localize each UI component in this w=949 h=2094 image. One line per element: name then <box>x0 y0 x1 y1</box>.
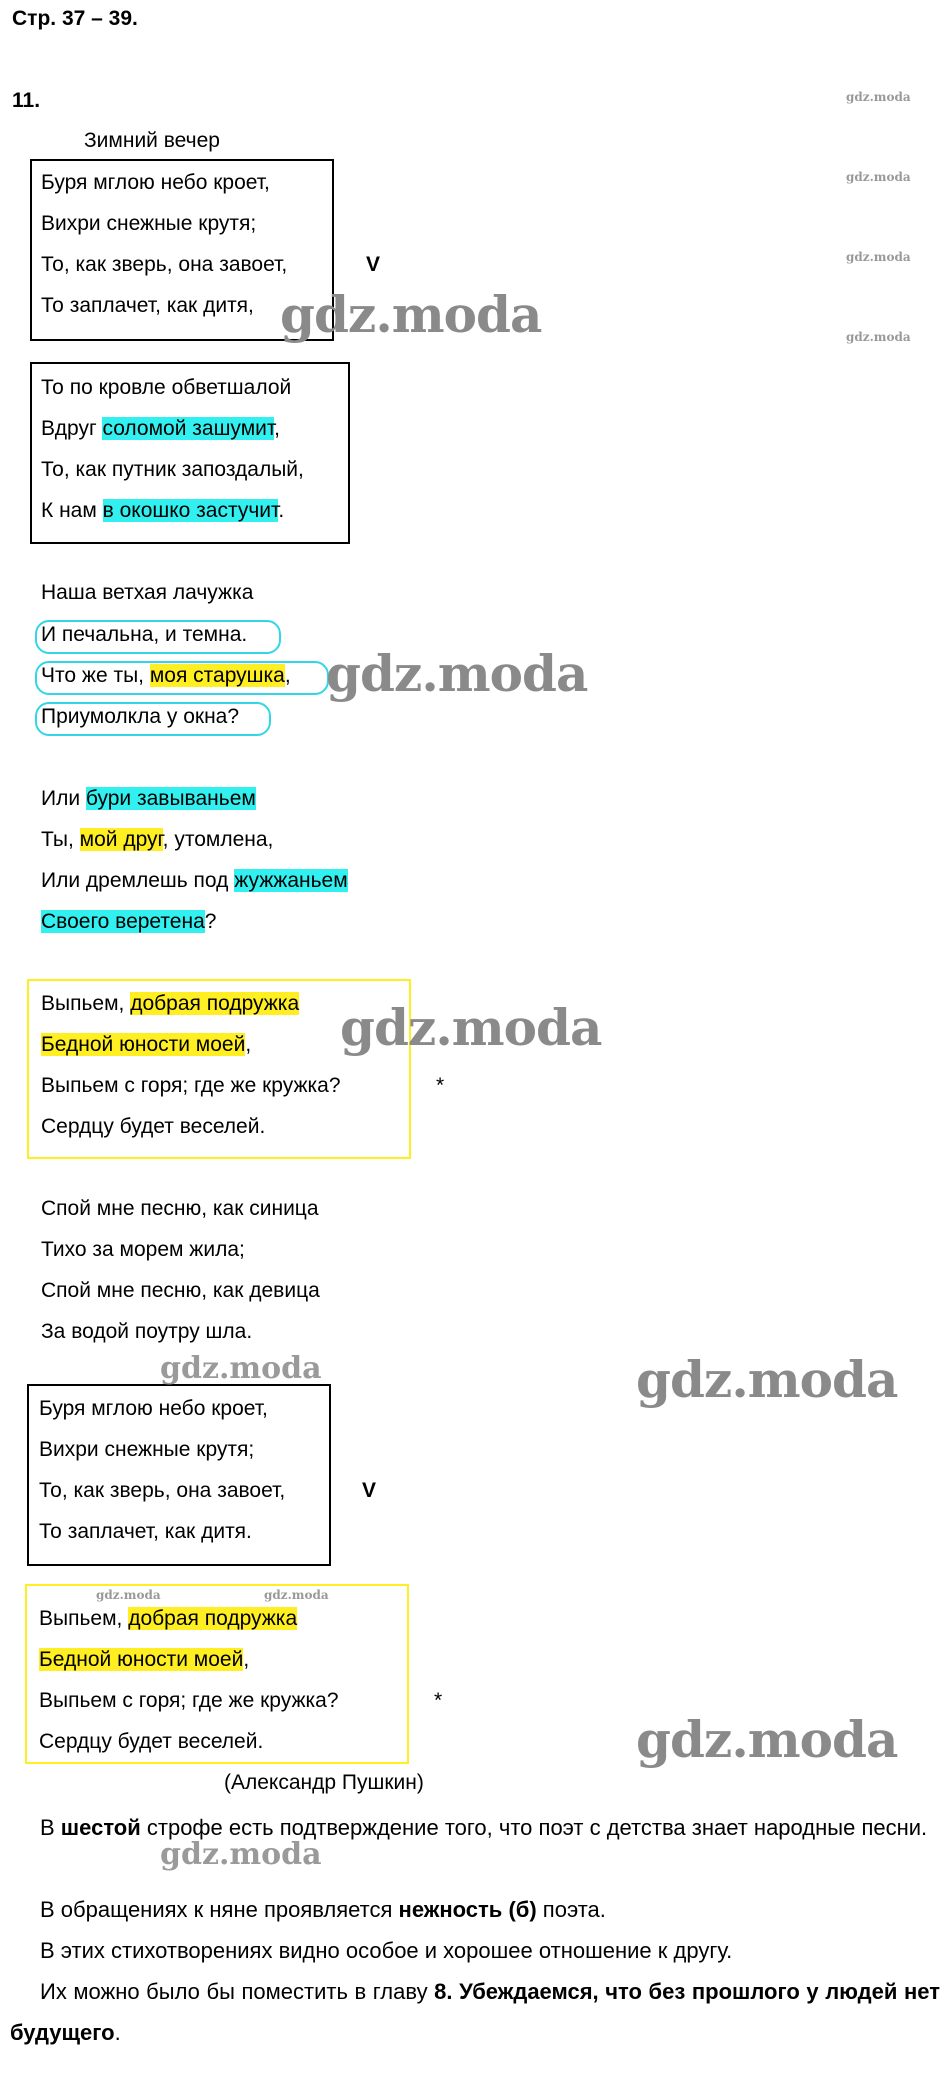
stanza1-line3: То, как зверь, она завоет, <box>41 253 288 276</box>
stanza1-line1: Буря мглою небо кроет, <box>41 171 270 194</box>
poem-author: (Александр Пушкин) <box>224 1771 424 1794</box>
asterisk-mark: * <box>434 1689 443 1712</box>
highlight-cyan: соломой зашумит <box>102 417 275 440</box>
highlight-cyan: в окошко застучит <box>102 499 279 522</box>
highlight-yellow: мой друг <box>79 828 163 851</box>
stanza6-line4: За водой поутру шла. <box>41 1320 253 1343</box>
stanza3-line3: Что же ты, моя старушка, <box>41 664 291 687</box>
stanza5-line4: Сердцу будет веселей. <box>41 1115 266 1138</box>
watermark: gdz.moda <box>96 1588 161 1602</box>
stanza2-line4: К нам в окошко застучит. <box>41 499 285 522</box>
watermark: gdz.moda <box>636 1710 898 1769</box>
stanza7-line2: Вихри снежные крутя; <box>39 1438 255 1461</box>
highlight-yellow: добрая подружка <box>130 992 300 1015</box>
stanza3-line4: Приумолкла у окна? <box>41 705 240 728</box>
highlight-yellow: Бедной юности моей <box>41 1033 246 1056</box>
answer-paragraph-1: В шестой строфе есть подтверждение того, что поэт с детства знает народные песни. <box>40 1815 928 1840</box>
answer-paragraph-3: В этих стихотворениях видно особое и хорошее отношение к другу. <box>40 1938 733 1963</box>
stanza6-line3: Спой мне песню, как девица <box>41 1279 320 1302</box>
stanza3-line2: И печальна, и темна. <box>41 623 248 646</box>
highlight-yellow: моя старушка <box>149 664 285 687</box>
asterisk-mark: * <box>436 1074 445 1097</box>
answer-paragraph-4: Их можно было бы поместить в главу 8. Убеждаемся, что без прошлого у людей нет будущего. <box>10 1979 940 2045</box>
stanza6-line1: Спой мне песню, как синица <box>41 1197 319 1220</box>
watermark: gdz.moda <box>264 1588 329 1602</box>
stanza5-line3: Выпьем с горя; где же кружка? <box>41 1074 341 1097</box>
stanza8-line4: Сердцу будет веселей. <box>39 1730 264 1753</box>
stanza1-line4: То заплачет, как дитя, <box>41 294 254 317</box>
stanza4-line4: Своего веретена? <box>41 910 217 933</box>
watermark: gdz.moda <box>846 170 911 184</box>
stanza4-line2: Ты, мой друг, утомлена, <box>41 828 274 851</box>
page-range: Стр. 37 – 39. <box>12 7 138 30</box>
stanza8-line2: Бедной юности моей, <box>39 1648 250 1671</box>
repeat-mark: V <box>366 253 381 276</box>
watermark: gdz.moda <box>340 998 602 1057</box>
highlight-yellow: Бедной юности моей <box>39 1648 244 1671</box>
stanza4-line1: Или бури завываньем <box>41 787 256 810</box>
highlight-cyan: Своего веретена <box>41 910 205 933</box>
stanza7-line4: То заплачет, как дитя. <box>39 1520 252 1543</box>
stanza4-line3: Или дремлешь под жужжаньем <box>41 869 348 892</box>
stanza8-line3: Выпьем с горя; где же кружка? <box>39 1689 339 1712</box>
stanza8-line1: Выпьем, добрая подружка <box>39 1607 298 1630</box>
stanza7-line3: То, как зверь, она завоет, <box>39 1479 286 1502</box>
watermark: gdz.moda <box>846 250 911 264</box>
answer-paragraph-2: В обращениях к няне проявляется нежность (б) поэта. <box>40 1897 606 1922</box>
poem-title: Зимний вечер <box>84 129 220 152</box>
stanza2-line2: Вдруг соломой зашумит, <box>41 417 280 440</box>
watermark: gdz.moda <box>160 1837 322 1872</box>
repeat-mark: V <box>362 1479 377 1502</box>
watermark: gdz.moda <box>326 644 588 703</box>
highlight-cyan: бури завываньем <box>85 787 256 810</box>
stanza2-line3: То, как путник запоздалый, <box>41 458 304 481</box>
watermark: gdz.moda <box>160 1351 322 1386</box>
stanza2-line1: То по кровле обветшалой <box>41 376 292 399</box>
watermark: gdz.moda <box>636 1350 898 1409</box>
highlight-cyan: жужжаньем <box>234 869 348 892</box>
watermark: gdz.moda <box>280 285 542 344</box>
highlight-yellow: добрая подружка <box>128 1607 298 1630</box>
task-number: 11. <box>12 89 41 112</box>
stanza7-line1: Буря мглою небо кроет, <box>39 1397 268 1420</box>
stanza5-line2: Бедной юности моей, <box>41 1033 252 1056</box>
stanza5-line1: Выпьем, добрая подружка <box>41 992 300 1015</box>
watermark: gdz.moda <box>846 330 911 344</box>
stanza1-line2: Вихри снежные крутя; <box>41 212 257 235</box>
stanza3-line1: Наша ветхая лачужка <box>41 581 254 604</box>
watermark: gdz.moda <box>846 90 911 104</box>
stanza6-line2: Тихо за морем жила; <box>41 1238 245 1261</box>
